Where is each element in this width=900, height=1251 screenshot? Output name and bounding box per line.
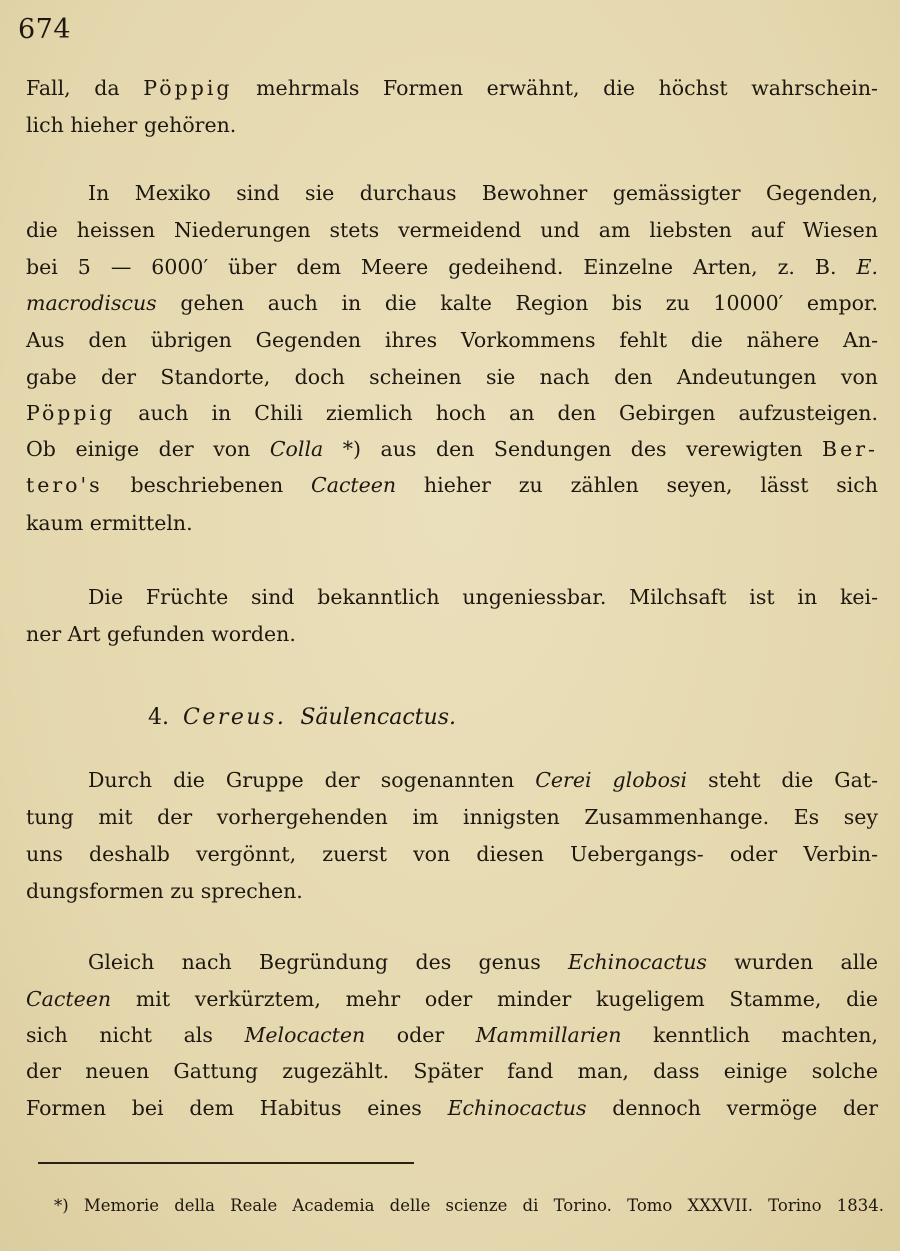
taxon-name: Melocacten — [244, 1023, 366, 1047]
text-line: tung mit der vorhergehenden im innigsten Zusammenhange. Es sey — [26, 805, 878, 829]
text-line: dungsformen zu sprechen. — [26, 879, 303, 903]
text-line: Die Früchte sind bekanntlich ungeniessbar. Milchsaft ist in kei- — [88, 585, 878, 609]
taxon-name: Cerei globosi — [535, 768, 688, 792]
text-line: macrodiscus gehen auch in die kalte Region bis zu 10000′ empor. — [26, 291, 878, 315]
taxon-name: Echinocactus — [568, 950, 707, 974]
section-common-name: Säulencactus. — [300, 705, 456, 730]
text-line: Gleich nach Begründung des genus Echinocactus wurden alle — [88, 950, 878, 974]
section-heading — [148, 703, 456, 733]
species-name: E. — [856, 255, 878, 279]
text-line: Aus den übrigen Gegenden ihres Vorkommens fehlt die nähere An- — [26, 328, 878, 352]
section-genus: Cereus. — [183, 705, 287, 730]
text-line: die heissen Niederungen stets vermeidend und am liebsten auf Wiesen — [26, 218, 878, 242]
text-line: sich nicht als Melocacten oder Mammillarien kenntlich machten, — [26, 1023, 878, 1047]
footnote: *) Memorie della Reale Academia delle scienze di Torino. Tomo XXXVII. Torino 1834. — [54, 1196, 884, 1215]
text-line: Pöppig auch in Chili ziemlich hoch an den Gebirgen aufzusteigen. — [26, 401, 878, 425]
author-name: Colla — [269, 437, 324, 461]
section-number: 4. — [148, 705, 169, 730]
text-line: Ob einige der von Colla *) aus den Sendungen des verewigten Ber- — [26, 437, 878, 461]
text-line: der neuen Gattung zugezählt. Später fand man, dass einige solche — [26, 1059, 878, 1083]
text-line: Fall, da Pöppig mehrmals Formen erwähnt, die höchst wahrschein- — [26, 76, 878, 100]
text-line: Cacteen mit verkürztem, mehr oder minder kugeligem Stamme, die — [26, 987, 878, 1011]
text-line: tero's beschriebenen Cacteen hieher zu zählen seyen, lässt sich — [26, 473, 878, 497]
page-number: 674 — [18, 14, 72, 45]
text-line: Formen bei dem Habitus eines Echinocactus dennoch vermöge der — [26, 1096, 879, 1120]
text-line: uns deshalb vergönnt, zuerst von diesen Uebergangs- oder Verbin- — [26, 842, 878, 866]
text-line: bei 5 — 6000′ über dem Meere gedeihend. Einzelne Arten, z. B. E. — [26, 255, 878, 279]
author-name: tero's — [26, 473, 103, 497]
text-line: gabe der Standorte, doch scheinen sie nach den Andeutungen von — [26, 365, 878, 389]
taxon-name: Echinocactus — [447, 1096, 587, 1120]
text-line: kaum ermitteln. — [26, 511, 193, 535]
author-name: Pöppig — [26, 401, 116, 425]
text-line: lich hieher gehören. — [26, 113, 237, 137]
author-name: Ber- — [822, 437, 878, 461]
text-line: In Mexiko sind sie durchaus Bewohner gemässigter Gegenden, — [88, 181, 878, 205]
author-name: Pöppig — [143, 76, 233, 100]
taxon-name: Cacteen — [26, 987, 112, 1011]
footnote-divider — [38, 1162, 414, 1164]
taxon-name: Cacteen — [311, 473, 397, 497]
text-line: Durch die Gruppe der sogenannten Cerei globosi steht die Gat- — [88, 768, 878, 792]
text-line: ner Art gefunden worden. — [26, 622, 296, 646]
taxon-name: Mammillarien — [475, 1023, 622, 1047]
species-name: macrodiscus — [26, 291, 157, 315]
